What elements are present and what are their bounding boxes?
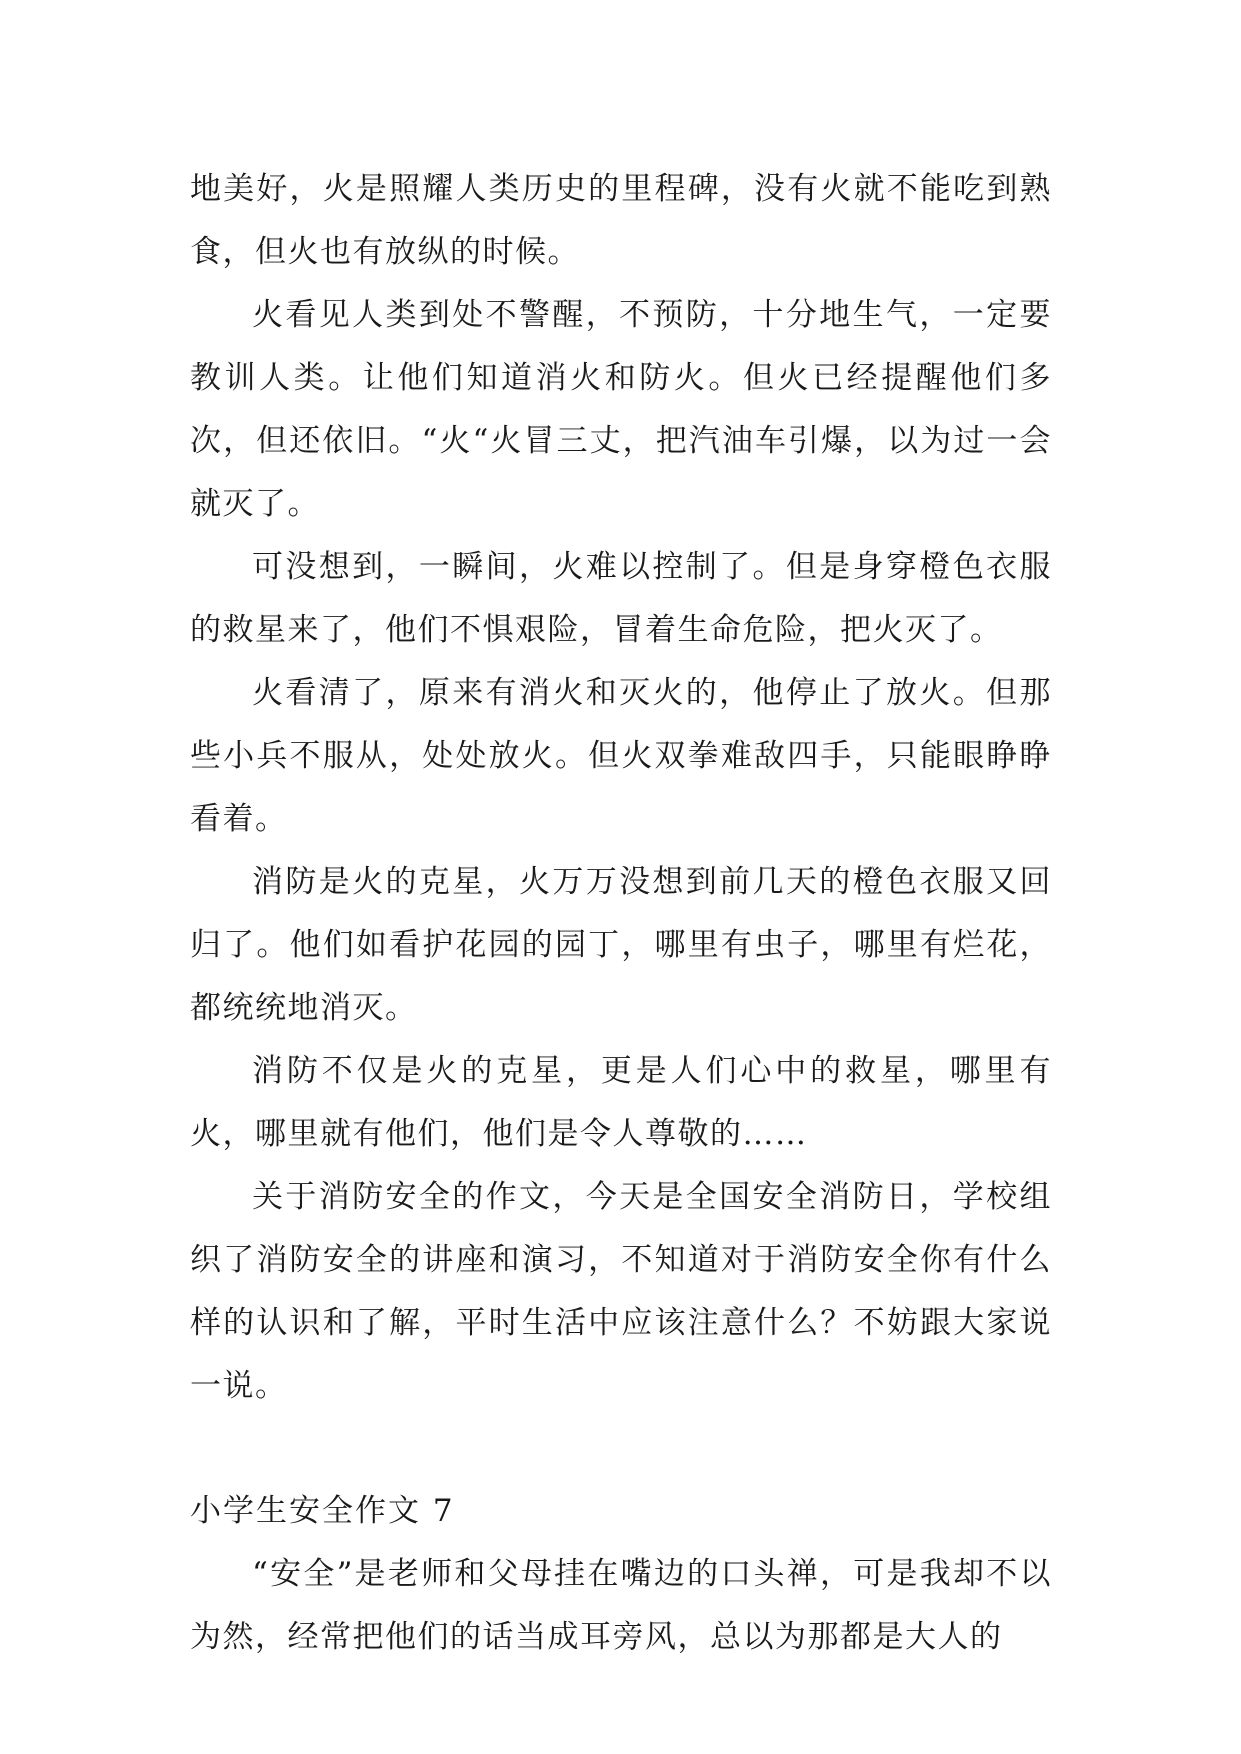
paragraph: 关于消防安全的作文，今天是全国安全消防日，学校组织了消防安全的讲座和演习，不知道对于消防安全你有什么样的认识和了解，平时生活中应该注意什么？不妨跟大家说一说。 [190,1179,1052,1404]
paragraph: 消防是火的克星，火万万没想到前几天的橙色衣服又回归了。他们如看护花园的园丁，哪里有虫子，哪里有烂花，都统统地消灭。 [190,864,1052,1026]
paragraph: “安全”是老师和父母挂在嘴边的口头禅，可是我却不以为然，经常把他们的话当成耳旁风，总以为那都是大人的 [190,1556,1052,1655]
paragraph: 消防不仅是火的克星，更是人们心中的救星，哪里有火，哪里就有他们，他们是令人尊敬的…… [190,1053,1052,1152]
section-heading: 小学生安全作文 7 [190,1493,455,1529]
section-spacer [190,1418,1052,1480]
paragraph: 可没想到，一瞬间，火难以控制了。但是身穿橙色衣服的救星来了，他们不惧艰险，冒着生命危险，把火灭了。 [190,549,1052,648]
document-body [190,158,1052,1669]
paragraph-continuation: 地美好，火是照耀人类历史的里程碑，没有火就不能吃到熟食，但火也有放纵的时候。 [190,171,1052,270]
paragraph: 火看见人类到处不警醒，不预防，十分地生气，一定要教训人类。让他们知道消火和防火。但火已经提醒他们多次，但还依旧。“火“火冒三丈，把汽油车引爆，以为过一会就灭了。 [190,297,1052,522]
paragraph: 火看清了，原来有消火和灭火的，他停止了放火。但那些小兵不服从，处处放火。但火双拳难敌四手，只能眼睁睁看着。 [190,675,1052,837]
